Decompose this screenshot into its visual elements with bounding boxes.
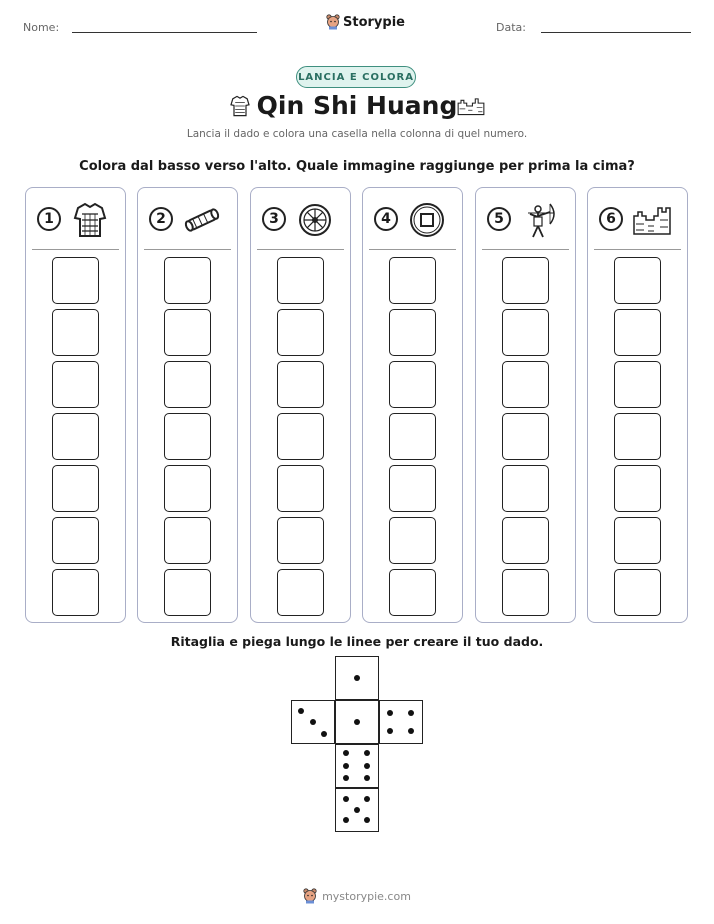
color-box[interactable]	[164, 413, 211, 460]
color-box[interactable]	[389, 413, 436, 460]
die-face-4	[379, 700, 423, 744]
color-box[interactable]	[389, 309, 436, 356]
name-label: Nome:	[23, 21, 60, 34]
footer	[0, 888, 714, 904]
die-pip	[408, 710, 414, 716]
great-wall-icon	[456, 96, 486, 116]
color-box[interactable]	[502, 257, 549, 304]
color-box[interactable]	[614, 569, 661, 616]
color-box[interactable]	[164, 517, 211, 564]
die-pip	[321, 731, 327, 737]
color-box[interactable]	[164, 361, 211, 408]
color-box[interactable]	[164, 569, 211, 616]
brand-logo	[326, 14, 405, 30]
die-pip	[343, 775, 349, 781]
die-pip	[298, 708, 304, 714]
color-box[interactable]	[614, 517, 661, 564]
great-wall-icon	[632, 200, 672, 240]
wheel-icon	[295, 200, 335, 240]
die-pip	[354, 675, 360, 681]
scroll-icon	[182, 200, 222, 240]
column-5	[475, 187, 576, 623]
color-box[interactable]	[277, 413, 324, 460]
brand-name: Storypie	[343, 14, 405, 30]
column-divider	[482, 249, 569, 250]
instruction-heading: Colora dal basso verso l'alto. Quale immagine raggiunge per prima la cima?	[79, 159, 635, 174]
color-box[interactable]	[389, 257, 436, 304]
column-divider	[369, 249, 456, 250]
color-box[interactable]	[52, 569, 99, 616]
color-box[interactable]	[502, 309, 549, 356]
bear-icon	[303, 888, 317, 904]
color-box[interactable]	[277, 517, 324, 564]
color-box[interactable]	[614, 257, 661, 304]
color-box[interactable]	[614, 361, 661, 408]
color-box[interactable]	[502, 517, 549, 564]
column-number: 6	[599, 207, 623, 231]
column-divider	[257, 249, 344, 250]
color-box[interactable]	[164, 465, 211, 512]
column-6	[587, 187, 688, 623]
color-box[interactable]	[614, 309, 661, 356]
cut-instruction: Ritaglia e piega lungo le linee per creare il tuo dado.	[170, 634, 544, 649]
color-box[interactable]	[277, 361, 324, 408]
color-box[interactable]	[277, 465, 324, 512]
column-number: 5	[487, 207, 511, 231]
die-pip	[387, 710, 393, 716]
color-box[interactable]	[52, 517, 99, 564]
die-pip	[343, 796, 349, 802]
color-box[interactable]	[502, 361, 549, 408]
die-face-6	[335, 744, 379, 788]
color-box[interactable]	[164, 309, 211, 356]
color-box[interactable]	[502, 465, 549, 512]
die-pip	[343, 817, 349, 823]
color-box[interactable]	[614, 413, 661, 460]
column-number: 4	[374, 207, 398, 231]
color-box[interactable]	[389, 517, 436, 564]
color-box[interactable]	[614, 465, 661, 512]
footer-url: mystorypie.com	[322, 889, 411, 903]
color-box[interactable]	[52, 309, 99, 356]
activity-badge: LANCIA E COLORA	[296, 66, 416, 88]
die-pip	[364, 796, 370, 802]
column-number: 1	[37, 207, 61, 231]
color-box[interactable]	[52, 465, 99, 512]
die-pip	[364, 817, 370, 823]
archer-icon	[520, 200, 560, 240]
color-box[interactable]	[277, 257, 324, 304]
subtitle: Lancia il dado e colora una casella nella colonna di quel numero.	[186, 128, 528, 140]
die-pip	[310, 719, 316, 725]
color-box[interactable]	[502, 413, 549, 460]
date-line	[541, 32, 691, 33]
die-pip	[364, 775, 370, 781]
color-box[interactable]	[389, 361, 436, 408]
die-face-3	[291, 700, 335, 744]
column-1	[25, 187, 126, 623]
date-label: Data:	[496, 21, 526, 34]
die-pip	[343, 750, 349, 756]
armor-icon	[70, 200, 110, 240]
color-box[interactable]	[164, 257, 211, 304]
die-face-1	[335, 700, 379, 744]
color-box[interactable]	[502, 569, 549, 616]
die-face-5	[335, 788, 379, 832]
die-pip	[354, 807, 360, 813]
color-box[interactable]	[52, 257, 99, 304]
color-box[interactable]	[277, 569, 324, 616]
page-title: Qin Shi Huang	[256, 91, 458, 120]
die-pip	[364, 763, 370, 769]
column-divider	[32, 249, 119, 250]
die-face-1	[335, 656, 379, 700]
die-pip	[387, 728, 393, 734]
column-divider	[144, 249, 231, 250]
bear-icon	[326, 14, 340, 30]
color-box[interactable]	[277, 309, 324, 356]
die-pip	[354, 719, 360, 725]
column-number: 3	[262, 207, 286, 231]
die-pip	[408, 728, 414, 734]
column-2	[137, 187, 238, 623]
color-box[interactable]	[389, 465, 436, 512]
die-pip	[343, 763, 349, 769]
color-box[interactable]	[52, 361, 99, 408]
column-number: 2	[149, 207, 173, 231]
die-pip	[364, 750, 370, 756]
column-divider	[594, 249, 681, 250]
name-line	[72, 32, 257, 33]
color-box[interactable]	[52, 413, 99, 460]
coin-icon	[407, 200, 447, 240]
column-3	[250, 187, 351, 623]
color-box[interactable]	[389, 569, 436, 616]
column-4	[362, 187, 463, 623]
